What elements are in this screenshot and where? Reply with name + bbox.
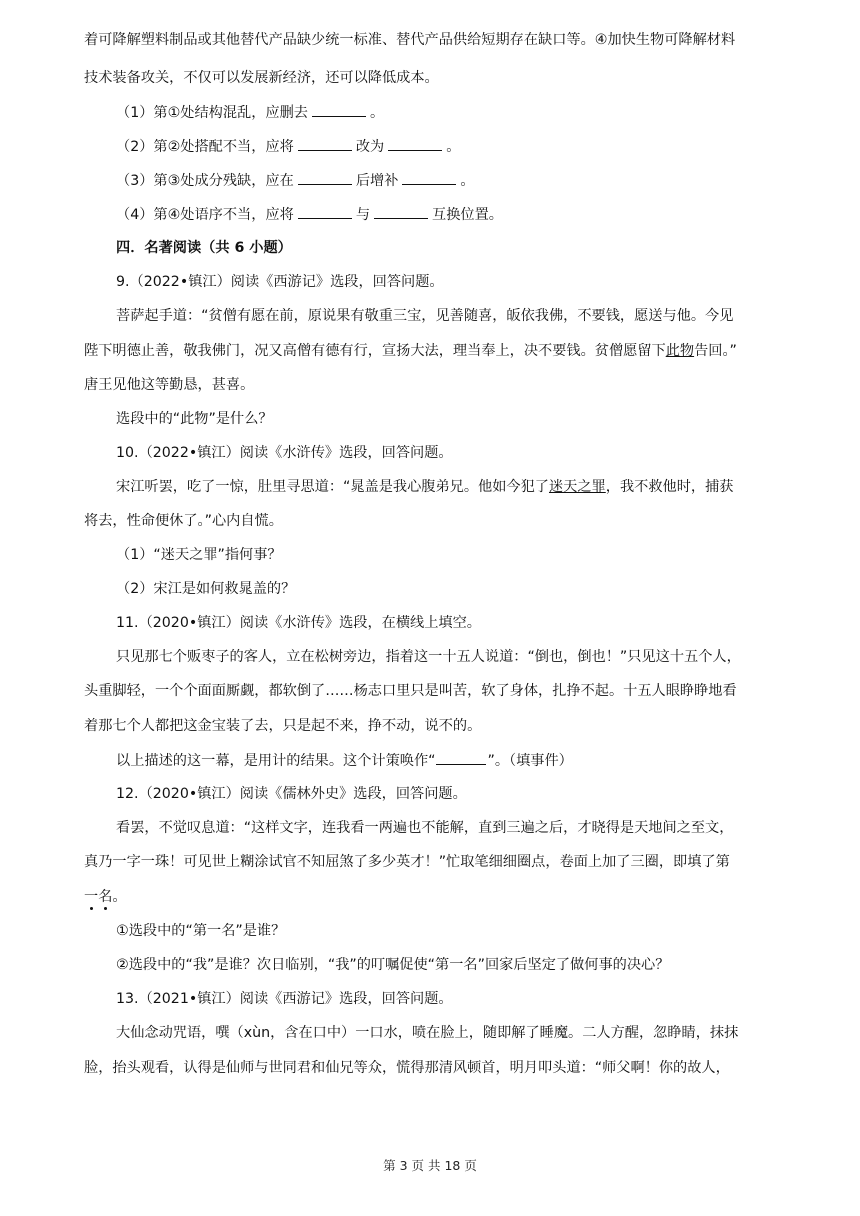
question-prompt: （2）宋江是如何救晁盖的？ (116, 581, 296, 597)
question-8-item-3 (116, 170, 475, 191)
question-11-heading: 11.（2020•镇江）阅读《水浒传》选段，在横线上填空。 (116, 615, 481, 631)
passage-line: 大仙念动咒语，噀（xùn，含在口中）一口水，喷在脸上，随即解了睡魔。二人方醒，忽睁睛，抹抹 (116, 1025, 739, 1041)
answer-blank[interactable] (374, 204, 428, 219)
answer-blank[interactable] (312, 102, 366, 117)
answer-blank[interactable] (388, 136, 442, 151)
paragraph-line: 着可降解塑料制品或其他替代产品缺少统一标准、替代产品供给短期存在缺口等。④加快生物可降解材料 (84, 32, 736, 48)
passage-line: 唐王见他这等勤恳，甚喜。 (84, 377, 255, 393)
answer-blank[interactable] (436, 750, 486, 765)
answer-blank[interactable] (298, 204, 352, 219)
emphasis-char: 名 (98, 889, 113, 905)
passage-line: 只见那七个贩枣子的客人，立在松树旁边，指着这一十五人说道：“倒也，倒也！”只见这十五个人， (116, 649, 741, 665)
passage-text: 告回。” (694, 343, 737, 359)
passage-text: 。 (112, 889, 127, 905)
question-prompt: ①选段中的“第一名”是谁？ (116, 923, 286, 939)
passage-text: 宋江听罢，吃了一惊，肚里寻思道：“晁盖是我心腹弟兄。他如今犯了 (116, 479, 549, 495)
item-text: 互换位置。 (432, 207, 503, 223)
paragraph-line: 技术装备攻关，不仅可以发展新经济，还可以降低成本。 (84, 70, 439, 86)
item-text: （4）第④处语序不当，应将 (116, 207, 294, 223)
passage-line (116, 477, 733, 497)
passage-line (84, 887, 127, 907)
item-text: 。 (460, 173, 475, 189)
emphasis-char: 一 (84, 889, 99, 905)
item-text: 。 (446, 139, 461, 155)
item-text: 。 (370, 105, 385, 121)
question-12-heading: 12.（2020•镇江）阅读《儒林外史》选段，回答问题。 (116, 786, 467, 802)
question-prompt: （1）“迷天之罪”指何事？ (116, 547, 282, 563)
question-10-heading: 10.（2022•镇江）阅读《水浒传》选段，回答问题。 (116, 445, 453, 461)
passage-line: 脸，抬头观看，认得是仙师与世同君和仙兄等众，慌得那清风顿首，明月叩头道：“师父啊！你的故人， (84, 1060, 730, 1076)
question-13-heading: 13.（2021•镇江）阅读《西游记》选段，回答问题。 (116, 991, 453, 1007)
passage-line: 菩萨起手道：“贫僧有愿在前，原说果有敬重三宝，见善随喜，皈依我佛，不要钱，愿送与他。今见 (116, 308, 734, 324)
passage-line (84, 341, 737, 361)
answer-blank[interactable] (402, 170, 456, 185)
answer-blank[interactable] (298, 170, 352, 185)
page-number-footer: 第 3 页 共 18 页 (383, 1158, 477, 1173)
underlined-phrase: 迷天之罪 (548, 479, 606, 495)
question-prompt: 选段中的“此物”是什么？ (116, 411, 273, 427)
passage-text: 陛下明德止善，敬我佛门，况又高僧有德有行，宣扬大法，理当奉上，决不要钱。贫僧愿留下 (84, 343, 666, 359)
item-text: （3）第③处成分残缺，应在 (116, 173, 294, 189)
prompt-text: ”。（填事件） (487, 753, 573, 769)
underlined-phrase: 此物 (665, 343, 695, 359)
question-9-heading: 9.（2022•镇江）阅读《西游记》选段，回答问题。 (116, 274, 444, 290)
item-text: （2）第②处搭配不当，应将 (116, 139, 294, 155)
passage-line: 头重脚轻，一个个面面厮觑，都软倒了……杨志口里只是叫苦，软了身体，扎挣不起。十五人眼睁睁地看 (84, 683, 737, 699)
passage-line: 着那七个人都把这金宝装了去，只是起不来，挣不动，说不的。 (84, 718, 482, 734)
item-text: 改为 (355, 139, 385, 155)
item-text: 与 (355, 207, 371, 223)
question-prompt: ②选段中的“我”是谁？次日临别，“我”的叮嘱促使“第一名”回家后坚定了做何事的决心？ (116, 957, 670, 973)
question-prompt (116, 750, 573, 771)
prompt-text: 以上描述的这一幕，是用计的结果。这个计策唤作“ (116, 753, 436, 769)
answer-blank[interactable] (298, 136, 352, 151)
passage-line: 将去，性命便休了。”心内自慌。 (84, 513, 283, 529)
passage-line: 看罢，不觉叹息道：“这样文字，连我看一两遍也不能解，直到三遍之后，才晓得是天地间之至文， (116, 820, 734, 836)
question-8-item-2 (116, 136, 460, 157)
passage-line: 真乃一字一珠！可见世上糊涂试官不知屈煞了多少英才！”忙取笔细细圈点，卷面上加了三圈，即填了第 (84, 854, 730, 870)
question-8-item-1 (116, 102, 384, 123)
item-text: （1）第①处结构混乱，应删去 (116, 105, 308, 121)
passage-text: ，我不救他时，捕获 (605, 479, 734, 495)
item-text: 后增补 (355, 173, 399, 189)
question-8-item-4 (116, 204, 503, 225)
section-heading: 四．名著阅读（共 6 小题） (116, 240, 292, 256)
